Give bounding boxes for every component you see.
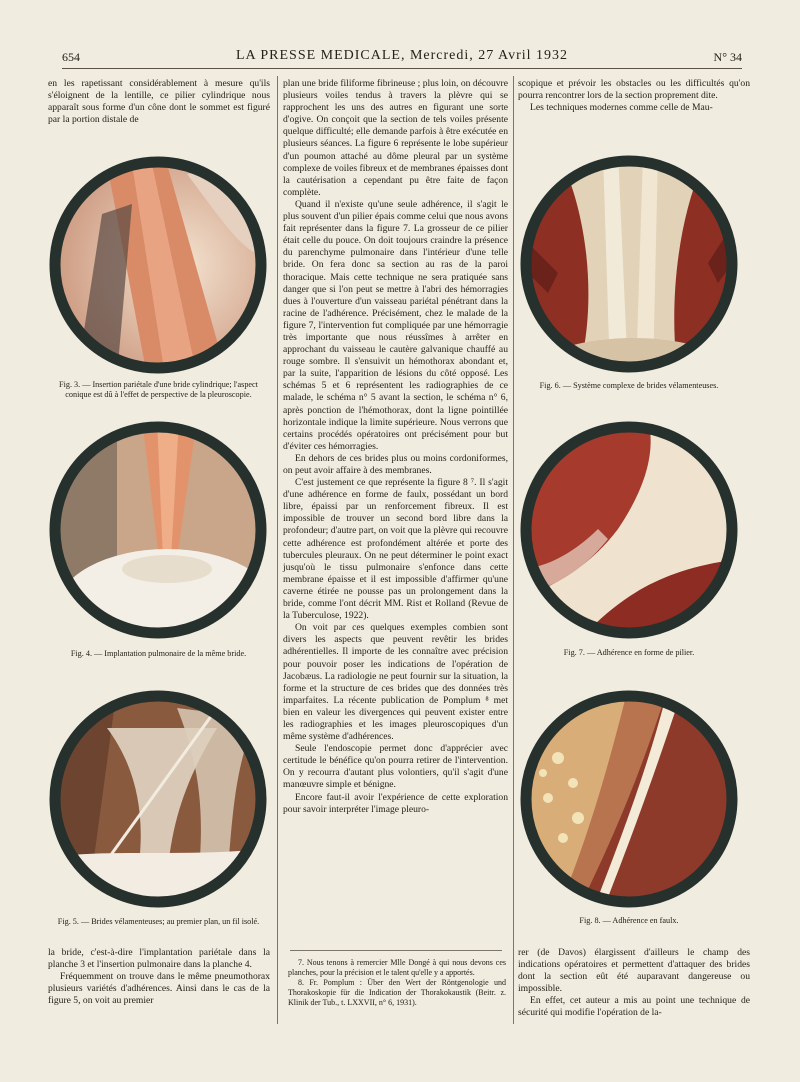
column-1-top-text: [48, 78, 270, 126]
paragraph: On voit par ces quelques exemples combien sont divers les aspects que peuvent revêtir les brides adhérentielles. Il importe de les connaître avec précision pour pouvoir poser les indications de l'opération de Jacobæus. La radiologie ne peut fournir sur la situation, la forme et la structure de ces brides que des données très imparfaites. La récente publication de Pomplum ⁸ met bien en valeur les divergences qui peuvent exister entre les radiographies et les images pleuroscopiques d'un même système d'adhérences.: [283, 622, 508, 743]
paragraph: en les rapetissant considérablement à mesure qu'ils s'éloignent de la lentille, ce pilier cylindrique nous apparaît sous forme d'un cône dont le sommet est figuré par la portion distale de: [48, 78, 270, 126]
paragraph: plan une bride filiforme fibrineuse ; plus loin, on découvre plusieurs voiles tendus à travers la plèvre qui se rapprochent les uns des autres en figurant une sorte d'ogive. On conçoit que la section de tels voiles présente quelque difficulté; elle demande parfois à être exécutée en plusieurs séances. La figure 6 représente le lobe supérieur d'un poumon attaché au dôme pleural par un système complexe de voiles fibreux et de membranes épaisses dont la cautérisation a cependant pu être faite de façon complète.: [283, 78, 508, 198]
paragraph: C'est justement ce que représente la figure 8 ⁷. Il s'agit d'une adhérence en forme de faulx, possédant un bord libre, épaissi par un renforcement fibreux. Il est impossible de trouver un second bord libre dans la profondeur; d'autre part, on voit que la plèvre qui recouvre cette adhérence est profondément altérée et porte des tubercules pleuraux. On ne peut déterminer le point exact jusqu'où le tissu pulmonaire s'enfonce dans cette membrane épaisse et il est impossible d'affirmer qu'une caverne étirée ne pousse pas un prolongement dans la bride, comme l'ont décrit MM. Rist et Rolland (Revue de la Tuberculose, 1922).: [283, 477, 508, 622]
figure-6-caption: Fig. 6. — Système complexe de brides vélamenteuses.: [539, 381, 719, 390]
page-header: [62, 42, 742, 68]
paragraph: Quand il n'existe qu'une seule adhérence, il s'agit le plus souvent d'un pilier épais comme celui que nous avons fait représenter dans la figure 7. La grosseur de ce pilier était celle du pouce. On doit toujours craindre la présence du parenchyme pulmonaire dans l'intérieur d'une telle bride. On fera donc sa section au ras de la paroi thoracique. Mais cette technique ne sera pratiquée sans danger que si l'on peut se mettre à l'abri des hémorragies dues à l'ouverture d'un vaisseau pariétal pénétrant dans la racine de l'adhérence. Précisément, chez le malade de la figure 7, l'intervention fut compliquée par une hémorragie très importante que nous réussîmes à arrêter en approchant du vaisseau le cautère galvanique chauffé au rouge sombre. Il s'ensuivit un hémothorax abondant et, par la suite, l'apparition de lésions du côté opposé. Les schémas 5 et 6 représentent les radiographies de ce malade, le schéma n° 5 avant la section, le schéma n° 6, après ponction de l'hémothorax, dont la ligne pointillée horizontale indique la limite supérieure. Nous verrons que certains procédés opératoires ont précisément pour but d'éviter ces hémorragies.: [283, 198, 508, 452]
paragraph: Les techniques modernes comme celle de Mau-: [530, 102, 713, 114]
figure-3-illustration: [47, 154, 269, 376]
footnote: 7. Nous tenons à remercier Mlle Dongé à qui nous devons ces planches, pour la précision et le talent qu'elle y a apportés.: [288, 958, 506, 977]
figure-8-caption: Fig. 8. — Adhérence en faulx.: [579, 916, 679, 925]
header-rule: [62, 68, 742, 69]
column-2-text: [283, 78, 508, 816]
journal-title: LA PRESSE MEDICALE, Mercredi, 27 Avril 1932: [235, 48, 569, 63]
figure-7-illustration: [518, 419, 740, 641]
figure-5-illustration: [47, 688, 269, 910]
paragraph: Fréquemment on trouve dans le même pneumothorax plusieurs variétés d'adhérences. Ainsi dans le cas de la figure 5, on voit au premier: [48, 971, 270, 1007]
figure-8-illustration: [518, 688, 740, 910]
paragraph: scopique et prévoir les obstacles ou les difficultés qu'on pourra rencontrer lors de la section proprement dite.: [518, 78, 750, 102]
figure-7-caption: Fig. 7. — Adhérence en forme de pilier.: [563, 648, 695, 657]
footnotes: [288, 958, 506, 1008]
column-3-bottom-text: [518, 947, 750, 1020]
column-1-bottom-text: [48, 947, 270, 1007]
column-divider: [277, 76, 278, 1024]
paragraph: Seule l'endoscopie permet donc d'apprécier avec certitude le bénéfice qu'on pourra retirer de l'intervention. On y recourra d'autant plus volontiers, qu'il s'agit d'une manœuvre simple et bénigne.: [283, 743, 508, 791]
figure-3-caption: Fig. 3. — Insertion pariétale d'une bride cylindrique; l'aspect conique est dû à l'effet de perspective de la pleuroscopie.: [59, 380, 258, 399]
figure-5-caption: Fig. 5. — Brides vélamenteuses; au premier plan, un fil isolé.: [57, 917, 260, 926]
figure-4-illustration: [47, 419, 269, 641]
figure-6-illustration: [518, 153, 740, 375]
issue-number: N° 34: [713, 50, 742, 64]
column-divider: [513, 76, 514, 1024]
column-3-top-text: [518, 78, 750, 114]
paragraph: En dehors de ces brides plus ou moins cordoniformes, on peut avoir affaire à des membranes.: [283, 452, 508, 476]
paragraph: Encore faut-il avoir l'expérience de cette exploration pour savoir interpréter l'image pleuro-: [283, 791, 508, 815]
page-number: 654: [62, 50, 80, 64]
paragraph: rer (de Davos) élargissent d'ailleurs le champ des indications opératoires et permettent d'attaquer des brides dont la section eût été auparavant dangereuse ou impossible.: [518, 947, 750, 995]
paragraph: la bride, c'est-à-dire l'implantation pariétale dans la planche 3 et l'insertion pulmonaire dans la planche 4.: [48, 947, 270, 971]
footnote: 8. Fr. Pomplum : Über den Wert der Röntgenologie und Thorakoskopie für die Indication der Thorakokaustik (Beitr. z. Klinik der Tub., t. LXXVII, n° 6, 1931).: [288, 978, 506, 1007]
figure-4-caption: Fig. 4. — Implantation pulmonaire de la même bride.: [70, 649, 247, 658]
footnote-rule: [290, 950, 502, 951]
paragraph: En effet, cet auteur a mis au point une technique de sécurité qui modifie l'opération de la-: [518, 995, 750, 1019]
